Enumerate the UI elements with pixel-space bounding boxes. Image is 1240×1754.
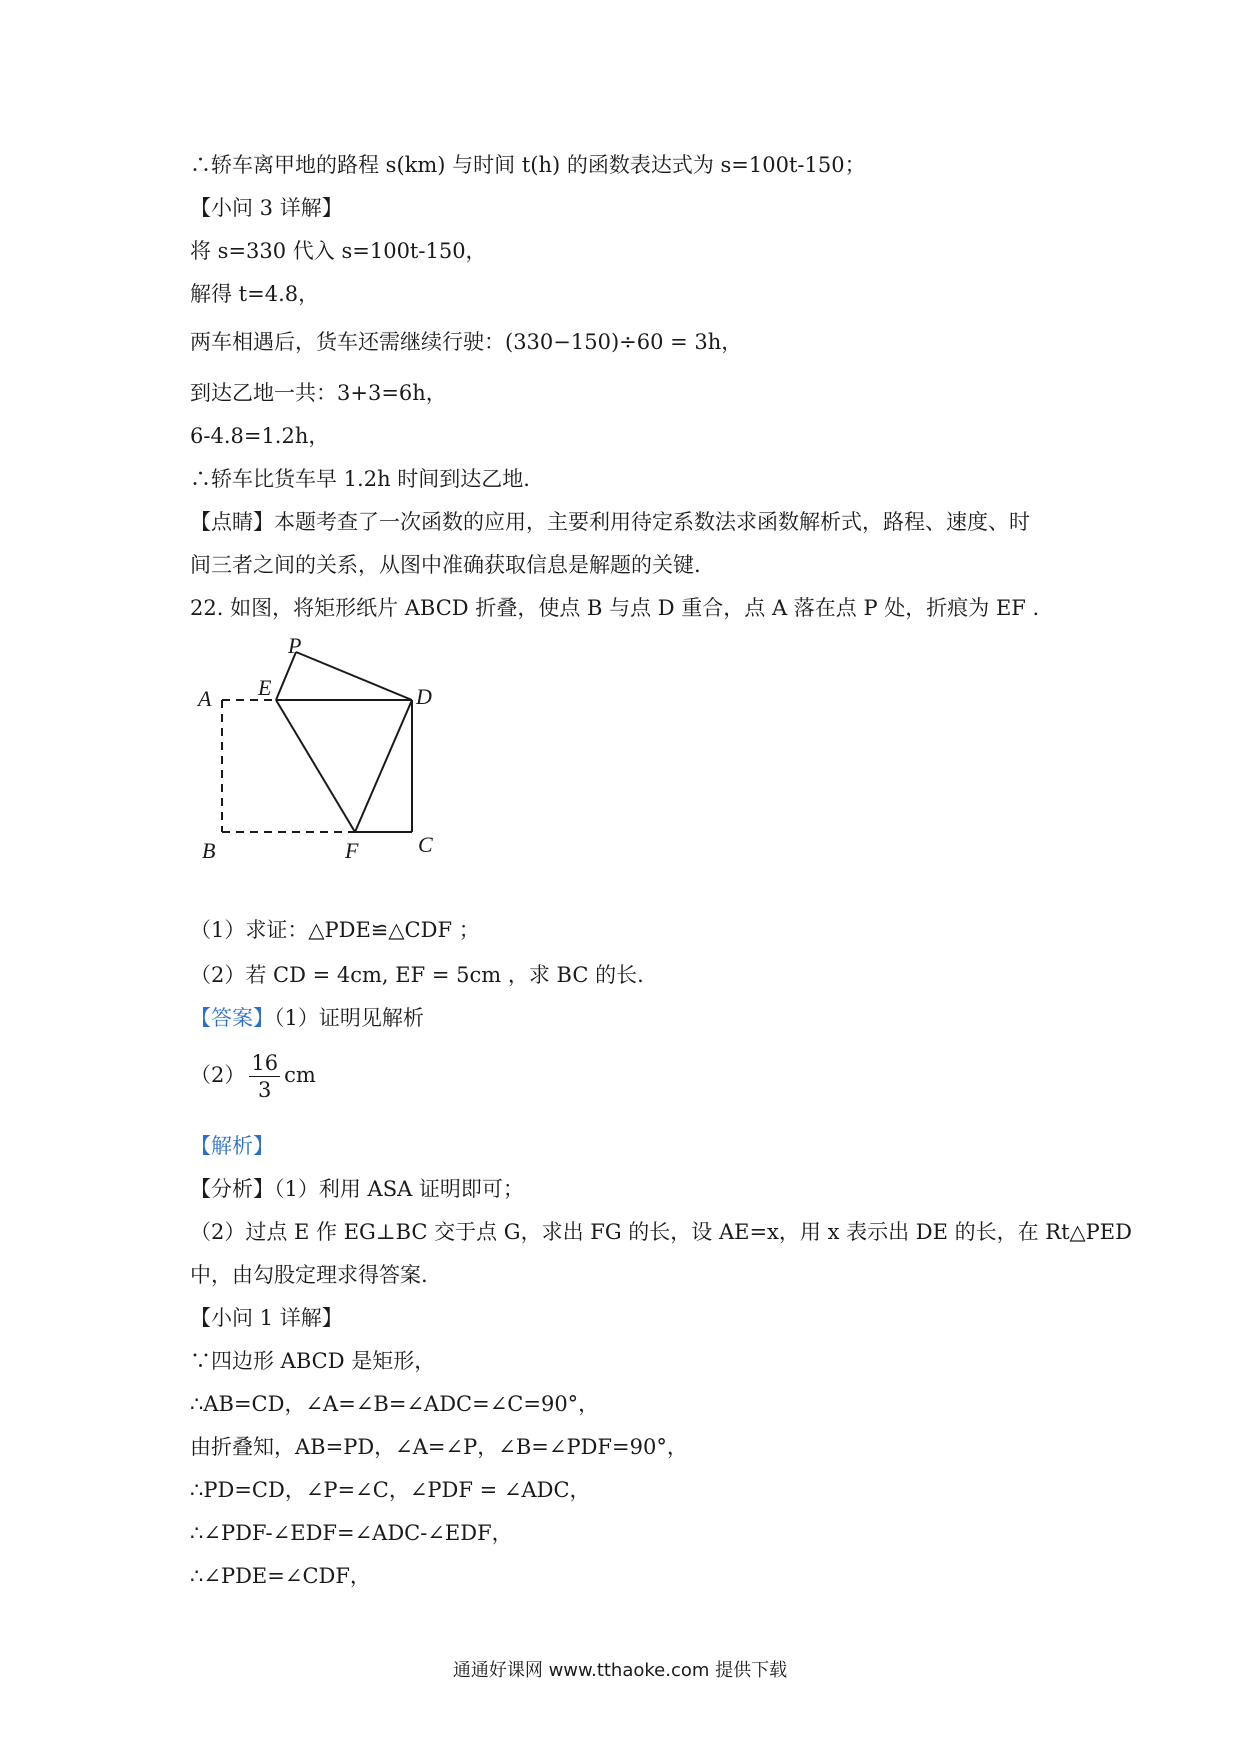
text-line: 将 s=330 代入 s=100t-150，: [190, 239, 487, 263]
label-B: B: [202, 838, 216, 863]
page-footer: 通通好课网 www.tthaoke.com 提供下载: [452, 1660, 788, 1681]
segment-FD: [355, 700, 412, 832]
text-line: ∵四边形 ABCD 是矩形，: [190, 1349, 436, 1373]
text-line: 间三者之间的关系，从图中准确获取信息是解题的关键.: [190, 553, 701, 577]
text-line: 【分析】（1）利用 ASA 证明即可；: [190, 1177, 524, 1201]
text-line: 6-4.8=1.2h，: [190, 424, 330, 448]
segment-EF: [276, 700, 355, 832]
answer-2-prefix: （2）: [190, 1063, 246, 1087]
label-F: F: [345, 838, 359, 863]
text-line: （2）过点 E 作 EG⊥BC 交于点 G，求出 FG 的长，设 AE=x，用 x 表示出 DE 的长，在 Rt△PED: [190, 1220, 1132, 1244]
text-line: 由折叠知，AB=PD，∠A=∠P，∠B=∠PDF=90°，: [190, 1435, 688, 1459]
fraction-denominator: 3: [258, 1078, 272, 1102]
label-D: D: [416, 684, 432, 709]
text-line: 到达乙地一共：3+3=6h，: [190, 381, 447, 405]
fraction-numerator: 16: [251, 1051, 279, 1075]
label-A: A: [198, 686, 212, 711]
text-line: 中，由勾股定理求得答案.: [190, 1263, 428, 1287]
label-P: P: [288, 638, 302, 658]
answer-fraction: [249, 1050, 280, 1103]
sub-question-2: （2）若 CD = 4cm, EF = 5cm ，求 BC 的长.: [190, 963, 644, 987]
answer-line-1: [190, 1003, 424, 1033]
text-line: 解得 t=4.8，: [190, 282, 320, 306]
text-line: ∴AB=CD，∠A=∠B=∠ADC=∠C=90°，: [190, 1392, 600, 1416]
label-E: E: [258, 675, 272, 700]
answer-tag: 【答案】: [190, 1006, 274, 1030]
question-22: 22. 如图，将矩形纸片 ABCD 折叠，使点 B 与点 D 重合，点 A 落在点 P 处，折痕为 EF .: [190, 596, 1040, 620]
text-line: 【小问 1 详解】: [190, 1306, 343, 1330]
analysis-tag: 【解析】: [190, 1134, 274, 1158]
text-line: ∴∠PDF-∠EDF=∠ADC-∠EDF，: [190, 1521, 513, 1545]
answer-line-2: [190, 1047, 316, 1103]
text-line: ∴PD=CD，∠P=∠C，∠PDF = ∠ADC，: [190, 1478, 591, 1502]
answer-1: （1）证明见解析: [274, 1006, 424, 1030]
text-line: ∴轿车离甲地的路程 s(km) 与时间 t(h) 的函数表达式为 s=100t-150；: [190, 153, 866, 177]
segment-PD: [296, 652, 412, 700]
text-line: 两车相遇后，货车还需继续行驶：(330−150)÷60 = 3h，: [190, 330, 743, 354]
text-line: 【点睛】本题考查了一次函数的应用，主要利用待定系数法求函数解析式，路程、速度、时: [190, 510, 1030, 534]
text-line: 【小问 3 详解】: [190, 196, 343, 220]
segment-EP: [276, 652, 296, 700]
sub-question-1: （1）求证：△PDE≌△CDF ；: [190, 918, 480, 942]
folded-rectangle-figure: [190, 638, 470, 878]
label-C: C: [418, 832, 433, 857]
text-line: ∴轿车比货车早 1.2h 时间到达乙地.: [190, 467, 530, 491]
answer-unit: cm: [284, 1063, 316, 1087]
text-line: ∴∠PDE=∠CDF，: [190, 1564, 371, 1588]
